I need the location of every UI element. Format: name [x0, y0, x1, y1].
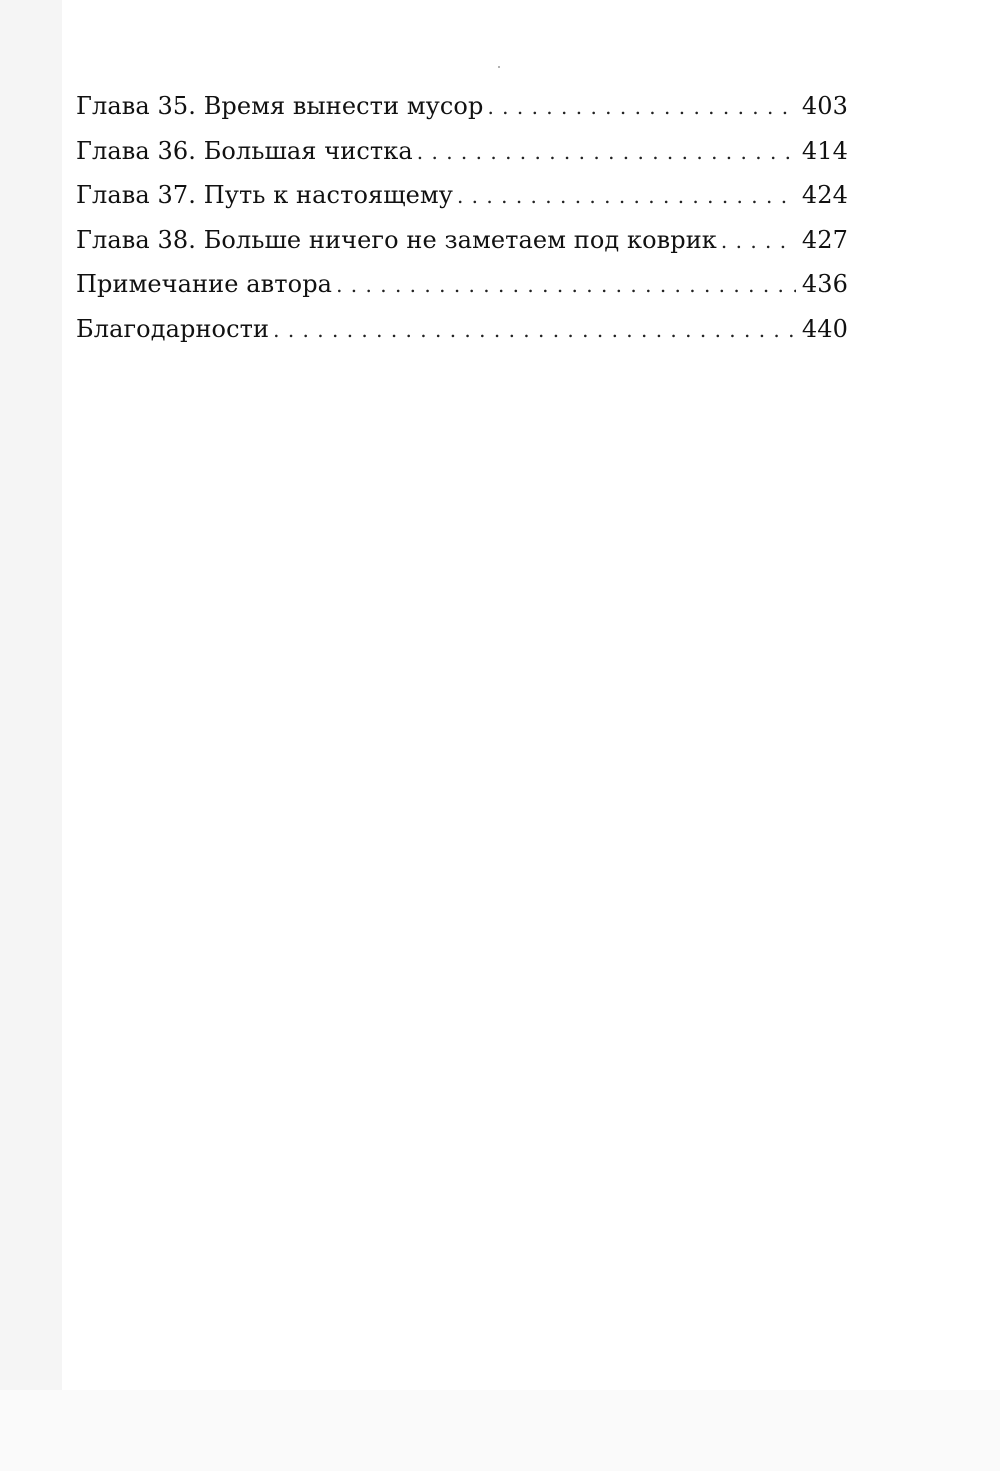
toc-entry-chapter-35[interactable]: [76, 92, 848, 137]
toc-entry-page-number: 403: [801, 92, 848, 120]
toc-entry-acknowledgements[interactable]: [76, 315, 848, 360]
toc-entry-title: Примечание автора: [76, 270, 333, 299]
toc-entry-page-number: 436: [801, 270, 848, 299]
toc-entry-chapter-36[interactable]: [76, 137, 848, 182]
toc-entry-page-number: 427: [801, 225, 848, 254]
toc-entry-title: Глава 36. Большая чистка: [76, 136, 413, 165]
table-of-contents: [76, 92, 848, 360]
dot-leader: [457, 184, 796, 208]
toc-entry-page-number: 424: [801, 181, 848, 210]
toc-entry-author-note[interactable]: [76, 270, 848, 315]
toc-entry-chapter-37[interactable]: [76, 181, 848, 226]
dot-leader: [487, 95, 795, 119]
toc-entry-page-number: 414: [801, 136, 848, 165]
toc-entry-chapter-38[interactable]: [76, 226, 848, 271]
toc-entry-title: Глава 37. Путь к настоящему: [76, 181, 453, 210]
toc-entry-title: Благодарности: [76, 314, 270, 343]
scan-speck: [498, 66, 500, 68]
dot-leader: [417, 140, 796, 164]
dot-leader: [721, 229, 796, 253]
toc-entry-page-number: 440: [801, 314, 848, 343]
toc-entry-title: Глава 38. Больше ничего не заметаем под коврик: [76, 225, 717, 254]
toc-entry-title: Глава 35. Время вынести мусор: [76, 92, 484, 120]
dot-leader: [273, 318, 796, 342]
page-margin-shadow: [0, 0, 62, 1471]
page-bottom-shadow: [0, 1390, 1000, 1471]
dot-leader: [336, 273, 796, 297]
